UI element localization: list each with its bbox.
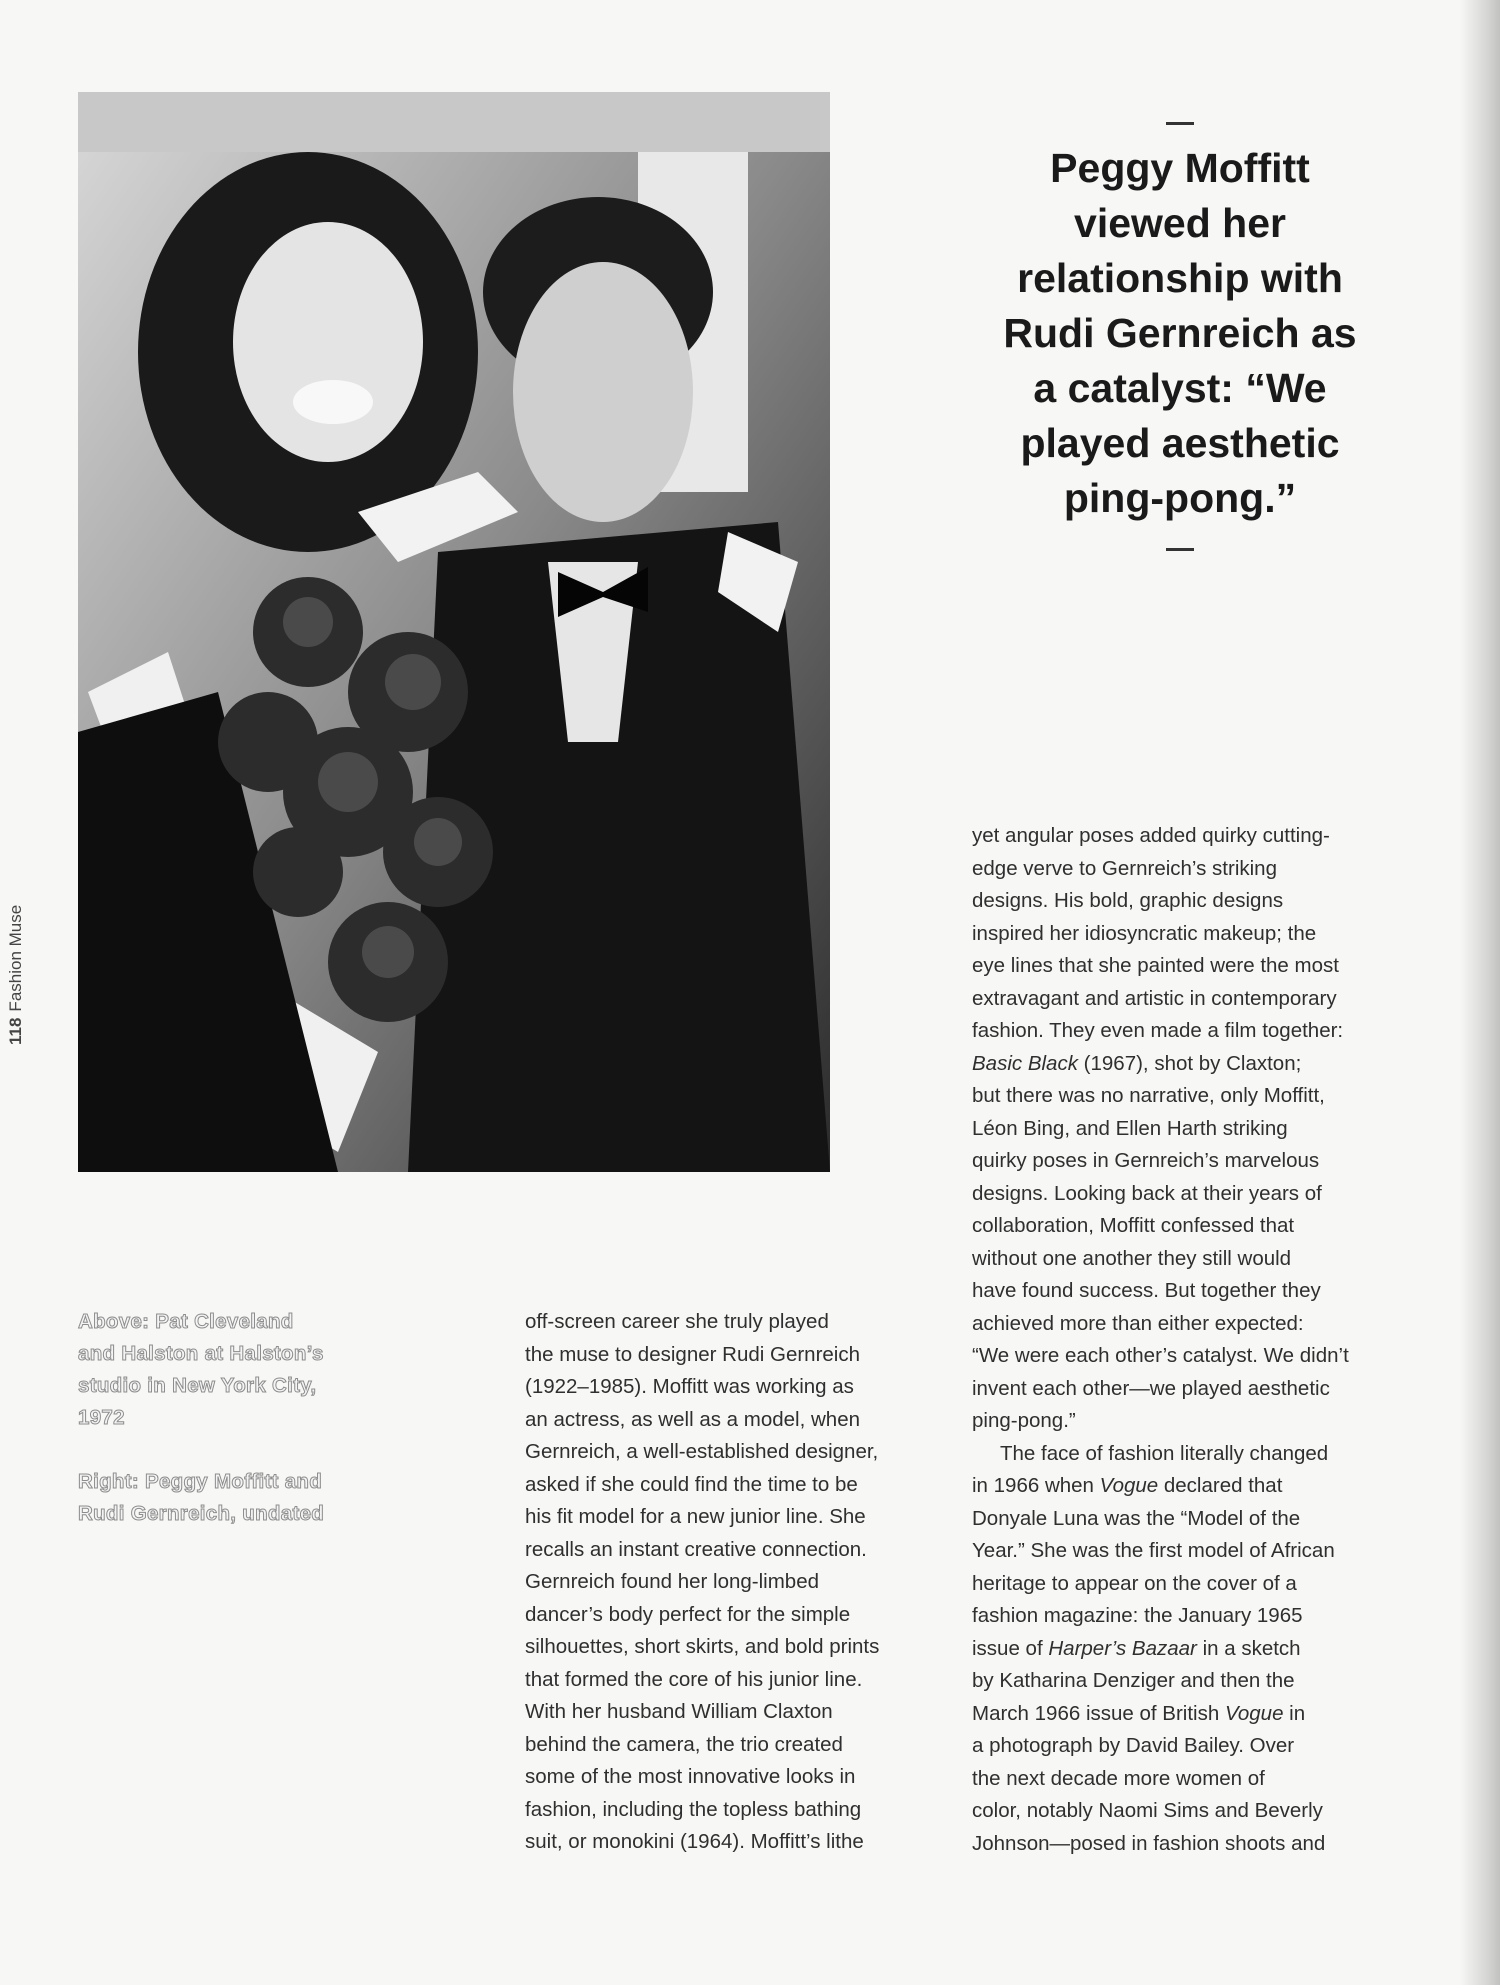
body-line: invent each other—we played aesthetic <box>972 1376 1330 1400</box>
body-line: ping-pong.” <box>972 1409 1076 1432</box>
text-run: March 1966 issue of British <box>972 1701 1225 1725</box>
caption-line: 1972 <box>78 1406 125 1429</box>
body-line: the next decade more women of <box>972 1766 1265 1790</box>
pull-quote-line: Peggy Moffitt <box>1050 145 1310 191</box>
page-number: 118 <box>6 1017 25 1045</box>
body-line: designs. His bold, graphic designs <box>972 889 1284 912</box>
body-line: (1922–1985). Moffitt was working as <box>525 1375 854 1398</box>
film-title: Basic Black <box>972 1051 1078 1075</box>
body-line: eye lines that she painted were the most <box>972 954 1339 977</box>
pull-quote-text <box>960 141 1400 526</box>
body-line: some of the most innovative looks in <box>525 1765 856 1788</box>
body-line: edge verve to Gernreich’s striking <box>972 856 1277 880</box>
body-line: Johnson—posed in fashion shoots and <box>972 1831 1326 1855</box>
body-line: inspired her idiosyncratic makeup; the <box>972 921 1317 945</box>
body-line: “We were each other’s catalyst. We didn’t <box>972 1344 1349 1367</box>
folio <box>6 845 30 1045</box>
pull-quote-line: viewed her <box>1074 200 1286 246</box>
body-line: that formed the core of his junior line. <box>525 1667 863 1691</box>
body-line: Year.” She was the first model of African <box>972 1539 1335 1562</box>
pull-quote-rule-top <box>1166 122 1194 125</box>
section-title: Fashion Muse <box>6 904 25 1012</box>
body-line: designs. Looking back at their years of <box>972 1181 1322 1205</box>
body-line: suit, or monokini (1964). Moffitt’s lithe <box>525 1830 864 1853</box>
caption-line: Right: Peggy Moffitt and <box>78 1470 323 1493</box>
body-line: heritage to appear on the cover of a <box>972 1571 1297 1595</box>
body-column-middle <box>525 1306 935 1859</box>
body-line: Gernreich found her long-limbed <box>525 1570 819 1593</box>
body-line: silhouettes, short skirts, and bold prints <box>525 1635 880 1658</box>
pull-quote-line: relationship with <box>1017 255 1343 301</box>
body-line: by Katharina Denziger and then the <box>972 1669 1295 1692</box>
caption-line: and Halston at Halston’s <box>78 1342 324 1365</box>
body-line: but there was no narrative, only Moffitt, <box>972 1084 1325 1107</box>
body-line: without one another they still would <box>972 1246 1292 1270</box>
text-run: in <box>1283 1701 1306 1725</box>
body-line: achieved more than either expected: <box>972 1311 1304 1335</box>
caption-line: Rudi Gernreich, undated <box>78 1502 325 1525</box>
body-line: off-screen career she truly played <box>525 1310 829 1333</box>
text-run: issue of <box>972 1636 1049 1660</box>
body-line-indented: The face of fashion literally changed <box>1000 1441 1329 1465</box>
body-line: fashion, including the topless bathing <box>525 1797 862 1821</box>
body-line-film <box>972 1048 1392 1081</box>
body-line: fashion magazine: the January 1965 <box>972 1604 1303 1627</box>
body-column-right <box>972 820 1392 1860</box>
text-run: declared that <box>1158 1474 1283 1497</box>
body-line: color, notably Naomi Sims and Beverly <box>972 1799 1323 1822</box>
pull-quote <box>960 122 1400 551</box>
pull-quote-line: Rudi Gernreich as <box>1003 310 1357 356</box>
photo-caption <box>78 1306 398 1562</box>
body-line: extravagant and artistic in contemporary <box>972 986 1337 1010</box>
caption-right <box>78 1466 398 1530</box>
caption-line: Above: Pat Cleveland <box>78 1310 294 1333</box>
body-line-vogue <box>972 1470 1392 1503</box>
body-line: behind the camera, the trio created <box>525 1732 843 1756</box>
body-line: collaboration, Moffitt confessed that <box>972 1214 1295 1237</box>
body-line: have found success. But together they <box>972 1279 1321 1302</box>
body-line-bazaar <box>972 1633 1392 1666</box>
pull-quote-line: played aesthetic <box>1020 420 1340 466</box>
body-line: fashion. They even made a film together: <box>972 1019 1344 1042</box>
body-line: Gernreich, a well-established designer, <box>525 1440 879 1463</box>
magazine-title: Harper’s Bazaar <box>1048 1636 1197 1660</box>
pull-quote-line: ping-pong.” <box>1063 475 1297 521</box>
body-line-vogue <box>972 1698 1392 1731</box>
body-line: dancer’s body perfect for the simple <box>525 1602 851 1626</box>
body-line: a photograph by David Bailey. Over <box>972 1734 1295 1757</box>
text-run: in 1966 when <box>972 1474 1100 1497</box>
body-line: quirky poses in Gernreich’s marvelous <box>972 1149 1320 1172</box>
caption-line: studio in New York City, <box>78 1374 317 1397</box>
body-line: With her husband William Claxton <box>525 1700 833 1723</box>
caption-above <box>78 1306 398 1434</box>
body-line: Léon Bing, and Ellen Harth striking <box>972 1116 1288 1140</box>
film-detail: (1967), shot by Claxton; <box>1077 1051 1302 1075</box>
body-line: the muse to designer Rudi Gernreich <box>525 1342 861 1366</box>
body-line: an actress, as well as a model, when <box>525 1407 860 1431</box>
body-line: asked if she could find the time to be <box>525 1472 858 1496</box>
pull-quote-rule-bottom <box>1166 548 1194 551</box>
pull-quote-line: a catalyst: “We <box>1033 365 1327 411</box>
magazine-title: Vogue <box>1224 1701 1284 1725</box>
body-line: recalls an instant creative connection. <box>525 1537 867 1561</box>
text-run: in a sketch <box>1196 1636 1301 1660</box>
body-line: yet angular poses added quirky cutting- <box>972 824 1330 847</box>
photograph <box>78 92 830 1172</box>
photo-placeholder-icon <box>78 92 830 1172</box>
body-line: Donyale Luna was the “Model of the <box>972 1506 1301 1530</box>
magazine-title: Vogue <box>1099 1474 1159 1497</box>
body-line: his fit model for a new junior line. She <box>525 1505 866 1528</box>
page-gutter-shadow <box>1460 0 1500 1985</box>
